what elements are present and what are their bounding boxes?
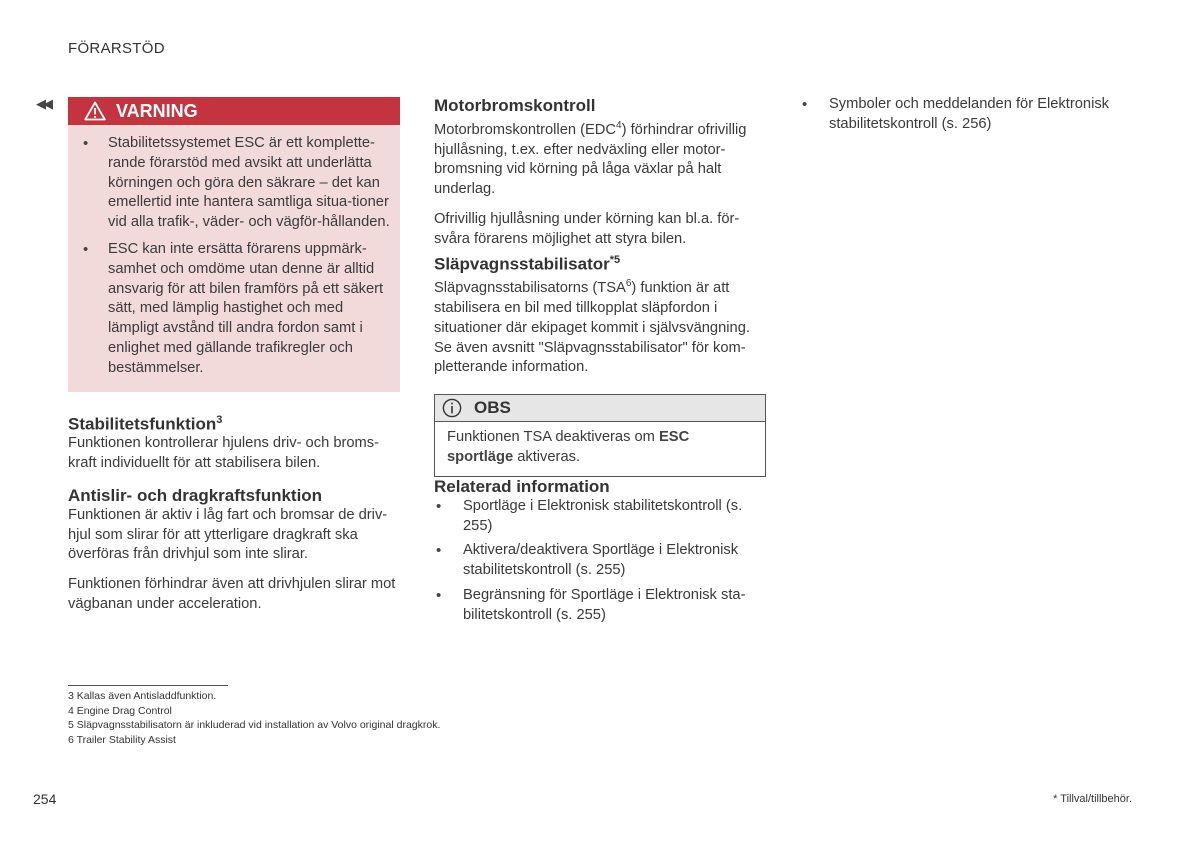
column-middle <box>434 96 766 631</box>
related-link[interactable]: • Sportläge i Elektronisk stabilitetskontroll (s. 255) <box>463 497 766 537</box>
column-left <box>68 97 400 615</box>
list-item: • Stabilitetssystemet ESC är ett komplette-rande förarstöd med avsikt att underlätta körningen och göra den säkrare – det kan emellertid inte hantera samtliga situa-tioner vid alla trafik-, väder- och vägför-hållanden. <box>108 134 390 233</box>
obs-title: OBS <box>474 398 511 418</box>
back-arrows-icon[interactable]: ◀◀ <box>36 96 50 111</box>
obs-text: Funktionen TSA deaktiveras om ESC sportläge aktiveras. <box>447 429 690 465</box>
footer-note: * Tillval/tillbehör. <box>1053 793 1132 805</box>
engine-brake-heading: Motorbromskontroll <box>434 96 596 115</box>
related-heading: Relaterad information <box>434 476 610 496</box>
engine-brake-text-2: Ofrivillig hjullåsning under körning kan bl.a. för-svåra förarens möjlighet att styra bilen. <box>434 211 740 247</box>
related-link[interactable]: • Aktivera/deaktivera Sportläge i Elektronisk stabilitetskontroll (s. 255) <box>463 541 766 581</box>
trailer-text: Släpvagnsstabilisatorns (TSA$^6$) funktion är att stabilisera en bil med tillkopplat släpfordon i situationer där ekipaget kommit i självsvängning. Se även avsnitt "Släpvagnsstabilisator" för kom-pletterande information. <box>434 278 750 376</box>
list-item: • ESC kan inte ersätta förarens uppmärk-samhet och omdöme utan denne är alltid ansvarig för att bilen framförs på ett säkert sätt, med lämplig hastighet och med lämpligt avstånd till andra fordon samt i enlighet med gällande trafikregler och bestämmelser. <box>108 240 390 379</box>
related-link[interactable]: • Symboler och meddelanden för Elektronisk stabilitetskontroll (s. 256) <box>829 95 1140 135</box>
obs-box <box>434 394 766 477</box>
warning-title: VARNING <box>116 100 198 121</box>
obs-header <box>435 395 765 422</box>
engine-brake-text-1: Motorbromskontrollen (EDC$^4$) förhindrar ofrivillig hjullåsning, t.ex. efter nedväxling eller motor-bromsning vid körning på låga växlar på halt underlag. <box>434 120 747 198</box>
section-label: FÖRARSTÖD <box>68 40 165 57</box>
footnote-divider <box>68 685 228 686</box>
warning-list <box>68 125 400 379</box>
footnote: 6 Trailer Stability Assist <box>68 733 176 746</box>
antislip-heading: Antislir- och dragkraftsfunktion <box>68 485 323 505</box>
footnote: 4 Engine Drag Control <box>68 704 172 717</box>
stability-heading: Stabilitetsfunktion$^3$ <box>68 413 223 434</box>
stability-text: Funktionen kontrollerar hjulens driv- och broms-kraft individuellt för att stabilisera bilen. <box>68 435 380 472</box>
warning-header <box>68 97 400 125</box>
footnotes <box>68 689 440 747</box>
related-link[interactable]: • Begränsning för Sportläge i Elektronisk sta-bilitetskontroll (s. 255) <box>463 586 766 626</box>
warning-triangle-icon <box>84 101 106 121</box>
warning-box <box>68 97 400 392</box>
antislip-text-1: Funktionen är aktiv i låg fart och bromsar de driv-hjul som slirar för att ytterligare dragkraft ska överföras från drivhjul som inte slirar. <box>68 506 388 563</box>
trailer-heading: Släpvagnsstabilisator$^{*5}$ <box>434 253 621 274</box>
footnote: 5 Släpvagnsstabilisatorn är inkluderad vid installation av Volvo original dragkrok. <box>68 719 441 732</box>
related-list-continued <box>800 95 1140 135</box>
page-number: 254 <box>33 791 57 807</box>
column-right <box>800 95 1140 135</box>
antislip-text-2: Funktionen förhindrar även att drivhjulen slirar mot vägbanan under acceleration. <box>68 576 396 612</box>
info-icon <box>442 398 462 418</box>
footnote: 3 Kallas även Antisladdfunktion. <box>68 690 217 702</box>
related-list <box>434 497 766 626</box>
